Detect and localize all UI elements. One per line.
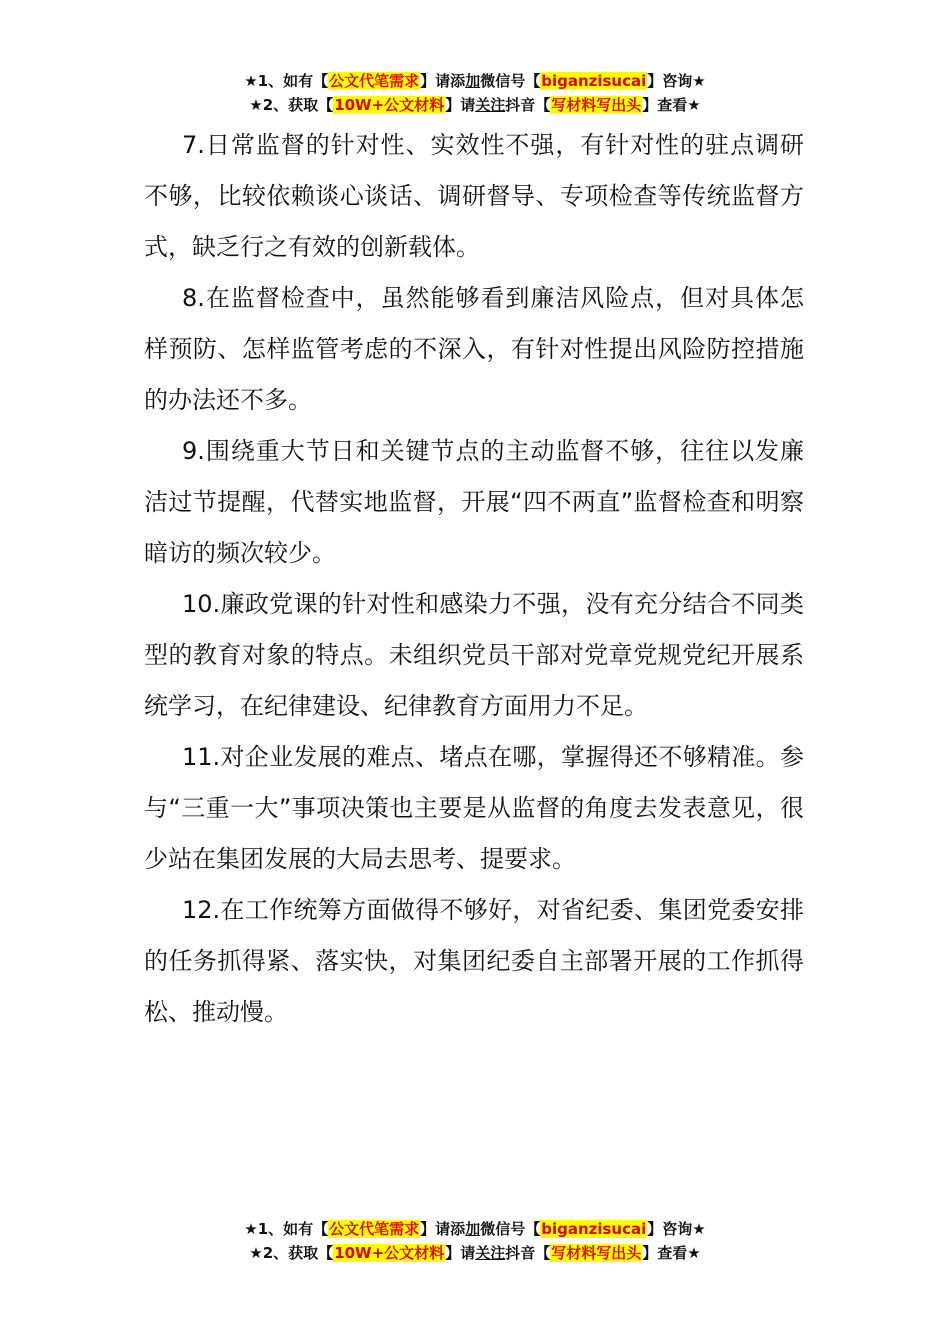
paragraph-9: 9.围绕重大节日和关键节点的主动监督不够，往往以发廉洁过节提醒，代替实地监督，开展“四不两直”监督检查和明察暗访的频次较少。: [144, 437, 804, 567]
underlined-text: 加: [465, 1220, 481, 1238]
banner-line-2: [0, 93, 950, 117]
underlined-text: 加: [465, 72, 481, 90]
banner-text: 微信号【: [480, 1220, 541, 1238]
banner-text: 微信号【: [480, 72, 541, 90]
header-banner: [0, 69, 950, 117]
paragraph-8: 8.在监督检查中，虽然能够看到廉洁风险点，但对具体怎样预防、怎样监管考虑的不深入，有针对性提出风险防控措施的办法还不多。: [144, 284, 804, 414]
banner-text: 】查看★: [642, 96, 701, 114]
banner-text: 】请添: [420, 72, 466, 90]
highlight-douyin-account: 写材料写出头: [551, 1244, 642, 1262]
highlight-douyin-account: 写材料写出头: [551, 96, 642, 114]
paragraph-12: 12.在工作统筹方面做得不够好，对省纪委、集团党委安排的任务抓得紧、落实快，对集团纪委自主部署开展的工作抓得松、推动慢。: [144, 896, 804, 1026]
banner-line-2: [0, 1241, 950, 1265]
underlined-text: 关注: [475, 96, 506, 114]
banner-text: 抖音【: [505, 1244, 551, 1262]
banner-text: ★1、如有【: [244, 72, 329, 90]
banner-text: 】请: [445, 1244, 476, 1262]
banner-text: 】请添: [420, 1220, 466, 1238]
banner-text: 】请: [445, 96, 476, 114]
banner-text: 】咨询★: [647, 72, 706, 90]
banner-line-1: [0, 1217, 950, 1241]
paragraph-7: 7.日常监督的针对性、实效性不强，有针对性的驻点调研不够，比较依赖谈心谈话、调研督导、专项检查等传统监督方式，缺乏行之有效的创新载体。: [144, 131, 804, 261]
highlight-ghostwriting: 公文代笔需求: [329, 72, 420, 90]
highlight-materials: 10W+公文材料: [334, 1244, 445, 1262]
banner-text: ★1、如有【: [244, 1220, 329, 1238]
banner-text: 】查看★: [642, 1244, 701, 1262]
highlight-ghostwriting: 公文代笔需求: [329, 1220, 420, 1238]
underlined-text: 关注: [475, 1244, 506, 1262]
highlight-wechat-id: biganzisucai: [541, 1220, 647, 1238]
paragraph-11: 11.对企业发展的难点、堵点在哪，掌握得还不够精准。参与“三重一大”事项决策也主要是从监督的角度去发表意见，很少站在集团发展的大局去思考、提要求。: [144, 743, 804, 873]
banner-text: ★2、获取【: [249, 1244, 334, 1262]
highlight-materials: 10W+公文材料: [334, 96, 445, 114]
banner-text: ★2、获取【: [249, 96, 334, 114]
footer-banner: [0, 1217, 950, 1265]
banner-text: 】咨询★: [647, 1220, 706, 1238]
banner-text: 抖音【: [505, 96, 551, 114]
banner-line-1: [0, 69, 950, 93]
document-body: [144, 120, 804, 1038]
highlight-wechat-id: biganzisucai: [541, 72, 647, 90]
paragraph-10: 10.廉政党课的针对性和感染力不强，没有充分结合不同类型的教育对象的特点。未组织党员干部对党章党规党纪开展系统学习，在纪律建设、纪律教育方面用力不足。: [144, 590, 804, 720]
